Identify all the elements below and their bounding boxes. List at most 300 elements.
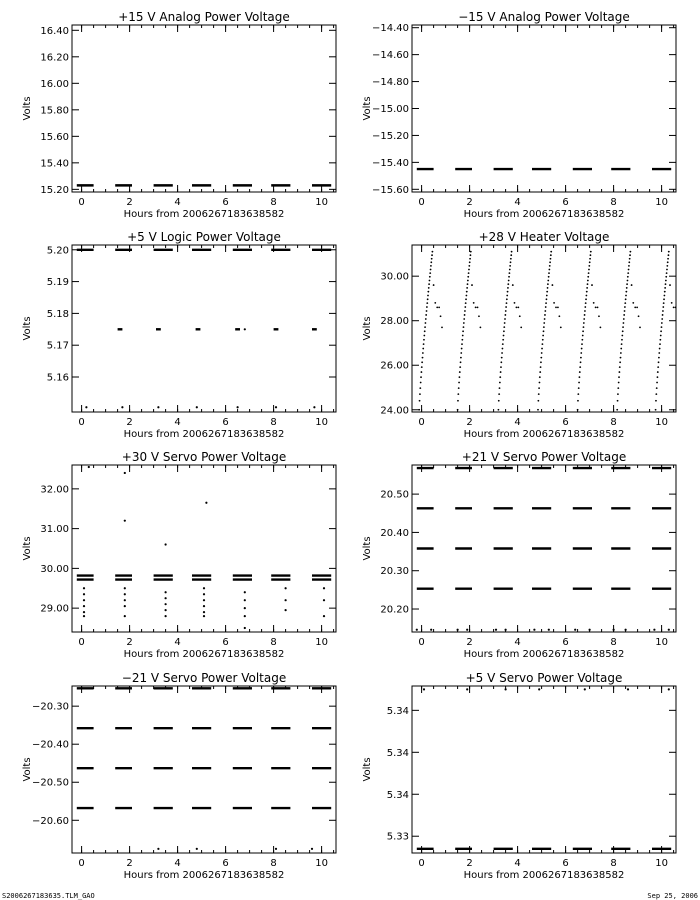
data-point	[631, 284, 633, 286]
data-point	[420, 382, 422, 384]
data-point	[237, 406, 239, 408]
data-point	[504, 318, 506, 320]
data-point	[583, 322, 585, 324]
data-point	[519, 315, 521, 317]
data-point	[583, 326, 585, 328]
y-axis-label: Volts	[22, 757, 33, 782]
y-tick-label: −20.40	[31, 739, 69, 751]
data-point	[673, 306, 675, 308]
data-point	[587, 283, 589, 285]
data-point	[285, 599, 287, 601]
data-point	[458, 387, 460, 389]
data-point	[621, 335, 623, 337]
plot-frame	[72, 25, 336, 192]
x-axis-label: Hours from 2006267183638582	[123, 870, 285, 881]
data-point	[624, 310, 626, 312]
data-point	[425, 318, 427, 320]
data-point	[590, 254, 592, 256]
data-point	[537, 400, 539, 402]
data-point	[638, 315, 640, 317]
data-point	[438, 306, 440, 308]
data-point	[503, 330, 505, 332]
data-point	[463, 318, 465, 320]
data-point	[581, 348, 583, 350]
data-point	[461, 348, 463, 350]
data-point	[520, 326, 522, 328]
chart-panel-3	[22, 230, 336, 440]
x-tick-label: 0	[78, 197, 85, 208]
x-axis-label: Hours from 2006267183638582	[123, 649, 285, 660]
data-point	[165, 543, 167, 545]
data-point	[588, 265, 590, 267]
data-point	[537, 409, 539, 411]
data-point	[538, 688, 540, 690]
data-point	[591, 284, 593, 286]
data-point	[500, 366, 502, 368]
data-point	[512, 284, 514, 286]
data-point	[541, 352, 543, 354]
data-point	[441, 326, 443, 328]
data-point	[613, 629, 615, 631]
x-tick-label: 0	[418, 637, 425, 648]
data-point	[629, 258, 631, 260]
chart-panel-1	[22, 10, 336, 220]
data-point	[663, 298, 665, 300]
data-point	[617, 393, 619, 395]
y-tick-label: 16.20	[40, 52, 69, 64]
data-point	[498, 409, 500, 411]
data-point	[504, 322, 506, 324]
data-point	[662, 310, 664, 312]
data-point	[558, 315, 560, 317]
plot-frame	[412, 245, 676, 412]
x-tick-label: 2	[466, 637, 473, 648]
chart-title: +5 V Servo Power Voltage	[465, 671, 623, 685]
data-point	[598, 315, 600, 317]
y-tick-label: 5.17	[46, 340, 69, 352]
data-point	[511, 251, 513, 253]
x-tick-label: 8	[610, 197, 617, 208]
data-point	[323, 599, 325, 601]
data-point	[458, 382, 460, 384]
data-point	[457, 400, 459, 402]
data-point	[539, 376, 541, 378]
x-tick-label: 0	[78, 417, 85, 428]
x-axis-label: Hours from 2006267183638582	[463, 870, 625, 881]
data-point	[427, 291, 429, 293]
data-point	[659, 343, 661, 345]
data-point	[427, 298, 429, 300]
data-point	[500, 371, 502, 373]
data-point	[203, 611, 205, 613]
data-point	[584, 688, 586, 690]
x-axis-label: Hours from 2006267183638582	[123, 429, 285, 440]
data-point	[428, 283, 430, 285]
data-point	[503, 335, 505, 337]
data-point	[196, 406, 198, 408]
data-point	[546, 291, 548, 293]
y-tick-label: 28.00	[380, 316, 409, 328]
data-point	[629, 254, 631, 256]
data-point	[203, 599, 205, 601]
data-point	[459, 366, 461, 368]
y-axis-label: Volts	[22, 316, 33, 341]
chart-title: +5 V Logic Power Voltage	[127, 230, 281, 244]
data-point	[667, 258, 669, 260]
x-tick-label: 6	[222, 637, 229, 648]
data-point	[620, 352, 622, 354]
data-point	[542, 335, 544, 337]
y-tick-label: 20.40	[380, 527, 409, 539]
x-axis-label: Hours from 2006267183638582	[123, 209, 285, 220]
data-point	[507, 291, 509, 293]
data-point	[545, 306, 547, 308]
data-point	[203, 593, 205, 595]
x-tick-label: 0	[418, 197, 425, 208]
data-point	[463, 322, 465, 324]
data-point	[589, 629, 591, 631]
data-point	[507, 287, 509, 289]
data-point	[203, 615, 205, 617]
data-point	[657, 376, 659, 378]
x-tick-label: 8	[610, 858, 617, 869]
data-point	[429, 272, 431, 274]
data-point	[83, 587, 85, 589]
data-point	[505, 629, 507, 631]
data-point	[548, 272, 550, 274]
data-point	[83, 599, 85, 601]
x-tick-label: 6	[222, 858, 229, 869]
data-point	[421, 366, 423, 368]
chart-title: −15 V Analog Power Voltage	[458, 10, 630, 24]
data-point	[244, 591, 246, 593]
data-point	[460, 361, 462, 363]
data-point	[83, 615, 85, 617]
data-point	[418, 409, 420, 411]
data-point	[165, 603, 167, 605]
chart-panel-7	[22, 671, 336, 881]
data-point	[618, 376, 620, 378]
data-point	[124, 599, 126, 601]
data-point	[657, 366, 659, 368]
x-tick-label: 4	[174, 417, 181, 428]
data-point	[428, 287, 430, 289]
data-point	[429, 276, 431, 278]
y-tick-label: 16.40	[40, 25, 69, 37]
chart-title: +15 V Analog Power Voltage	[118, 10, 290, 24]
y-tick-label: 5.34	[386, 705, 409, 717]
data-point	[622, 326, 624, 328]
data-point	[516, 306, 518, 308]
data-point	[543, 322, 545, 324]
data-point	[431, 254, 433, 256]
data-point	[419, 393, 421, 395]
chart-title: −21 V Servo Power Voltage	[121, 671, 287, 685]
data-point	[509, 272, 511, 274]
data-point	[157, 848, 159, 850]
data-point	[461, 339, 463, 341]
data-point	[285, 587, 287, 589]
data-point	[665, 276, 667, 278]
data-point	[423, 335, 425, 337]
data-point	[560, 326, 562, 328]
data-point	[460, 352, 462, 354]
data-point	[196, 848, 198, 850]
data-point	[285, 609, 287, 611]
data-point	[666, 272, 668, 274]
data-point	[665, 280, 667, 282]
data-point	[543, 326, 545, 328]
y-tick-label: 5.19	[46, 277, 69, 289]
data-point	[659, 339, 661, 341]
data-point	[538, 393, 540, 395]
data-point	[661, 318, 663, 320]
data-point	[668, 688, 670, 690]
data-point	[475, 306, 477, 308]
data-point	[655, 400, 657, 402]
y-tick-label: 30.00	[380, 271, 409, 283]
y-tick-label: −20.50	[31, 777, 69, 789]
data-point	[514, 302, 516, 304]
data-point	[478, 315, 480, 317]
data-point	[157, 406, 159, 408]
data-point	[540, 366, 542, 368]
data-point	[580, 361, 582, 363]
data-point	[469, 258, 471, 260]
data-point	[463, 326, 465, 328]
data-point	[124, 615, 126, 617]
data-point	[467, 283, 469, 285]
x-tick-label: 10	[315, 858, 328, 869]
data-point	[460, 357, 462, 359]
data-point	[506, 298, 508, 300]
x-tick-label: 8	[270, 858, 277, 869]
data-point	[466, 291, 468, 293]
chart-panel-6	[362, 450, 676, 660]
data-point	[468, 269, 470, 271]
x-tick-label: 0	[418, 417, 425, 428]
data-point	[540, 357, 542, 359]
data-point	[508, 280, 510, 282]
data-point	[550, 251, 552, 253]
data-point	[323, 587, 325, 589]
data-point	[542, 343, 544, 345]
x-tick-label: 4	[514, 417, 521, 428]
data-point	[465, 302, 467, 304]
y-tick-label: 24.00	[380, 405, 409, 417]
x-tick-label: 10	[655, 417, 668, 428]
data-point	[664, 287, 666, 289]
x-tick-label: 4	[174, 637, 181, 648]
data-point	[675, 306, 677, 308]
data-point	[661, 322, 663, 324]
data-point	[466, 287, 468, 289]
data-point	[426, 302, 428, 304]
data-point	[440, 315, 442, 317]
x-tick-label: 10	[655, 637, 668, 648]
data-point	[502, 339, 504, 341]
x-axis-label: Hours from 2006267183638582	[463, 649, 625, 660]
data-point	[624, 306, 626, 308]
y-tick-label: 32.00	[40, 484, 69, 496]
data-point	[424, 326, 426, 328]
y-tick-label: 20.30	[380, 566, 409, 578]
data-point	[667, 261, 669, 263]
data-point	[616, 409, 618, 411]
data-point	[517, 306, 519, 308]
y-tick-label: 16.00	[40, 78, 69, 90]
data-point	[617, 400, 619, 402]
data-point	[275, 848, 277, 850]
y-tick-label: −15.40	[371, 157, 409, 169]
data-point	[544, 310, 546, 312]
chart-panel-4	[362, 230, 676, 440]
data-point	[587, 280, 589, 282]
x-tick-label: 4	[514, 197, 521, 208]
data-point	[426, 306, 428, 308]
data-point	[323, 615, 325, 617]
data-point	[662, 314, 664, 316]
data-point	[244, 599, 246, 601]
y-tick-label: −15.00	[371, 104, 409, 115]
data-point	[546, 295, 548, 297]
data-point	[505, 310, 507, 312]
data-point	[628, 261, 630, 263]
data-point	[668, 254, 670, 256]
data-point	[509, 269, 511, 271]
data-point	[423, 343, 425, 345]
y-tick-label: 31.00	[40, 524, 69, 536]
data-point	[464, 306, 466, 308]
data-point	[623, 318, 625, 320]
data-point	[422, 352, 424, 354]
data-point	[626, 287, 628, 289]
data-point	[580, 352, 582, 354]
data-point	[656, 382, 658, 384]
y-tick-label: 5.20	[46, 245, 69, 257]
x-tick-label: 6	[562, 858, 569, 869]
footer-source-label: S2006267183635.TLM_GAO	[2, 892, 95, 900]
data-point	[124, 520, 126, 522]
y-tick-label: 5.18	[46, 308, 69, 320]
data-point	[433, 284, 435, 286]
data-point	[85, 406, 87, 408]
x-tick-label: 10	[655, 858, 668, 869]
data-point	[655, 393, 657, 395]
data-point	[244, 328, 246, 330]
data-point	[589, 261, 591, 263]
data-point	[623, 322, 625, 324]
data-point	[457, 409, 459, 411]
y-tick-label: 30.00	[40, 563, 69, 575]
data-point	[663, 302, 665, 304]
data-point	[548, 269, 550, 271]
data-point	[83, 611, 85, 613]
x-tick-label: 0	[78, 858, 85, 869]
plot-frame	[72, 686, 336, 853]
data-point	[656, 387, 658, 389]
data-point	[499, 382, 501, 384]
data-point	[124, 593, 126, 595]
data-point	[550, 258, 552, 260]
data-point	[501, 357, 503, 359]
data-point	[457, 629, 459, 631]
x-tick-label: 8	[610, 417, 617, 428]
data-point	[203, 605, 205, 607]
x-tick-label: 6	[562, 417, 569, 428]
data-point	[625, 298, 627, 300]
data-point	[555, 306, 557, 308]
data-point	[539, 382, 541, 384]
footer-date-label: Sep 25, 2006	[647, 892, 698, 900]
data-point	[547, 283, 549, 285]
x-tick-label: 4	[174, 858, 181, 869]
data-point	[423, 688, 425, 690]
x-tick-label: 10	[315, 197, 328, 208]
data-point	[431, 258, 433, 260]
data-point	[664, 295, 666, 297]
data-point	[627, 272, 629, 274]
data-point	[465, 298, 467, 300]
chart-title: +30 V Servo Power Voltage	[121, 450, 287, 464]
x-tick-label: 8	[270, 637, 277, 648]
data-point	[669, 284, 671, 286]
y-tick-label: 15.60	[40, 131, 69, 143]
y-axis-label: Volts	[362, 316, 373, 341]
data-point	[625, 629, 627, 631]
data-point	[581, 343, 583, 345]
data-point	[597, 306, 599, 308]
y-axis-label: Volts	[22, 536, 33, 561]
data-point	[547, 287, 549, 289]
data-point	[432, 251, 434, 253]
data-point	[636, 306, 638, 308]
data-point	[470, 254, 472, 256]
data-point	[508, 276, 510, 278]
data-point	[121, 406, 123, 408]
data-point	[468, 265, 470, 267]
data-point	[578, 387, 580, 389]
data-point	[461, 343, 463, 345]
data-point	[655, 409, 657, 411]
data-point	[671, 302, 673, 304]
y-tick-label: 20.20	[380, 604, 409, 616]
x-tick-label: 10	[315, 417, 328, 428]
y-tick-label: −20.30	[31, 701, 69, 713]
data-point	[664, 291, 666, 293]
x-tick-label: 2	[126, 197, 133, 208]
data-point	[632, 302, 634, 304]
data-point	[658, 357, 660, 359]
data-point	[539, 371, 541, 373]
data-point	[578, 382, 580, 384]
data-point	[586, 295, 588, 297]
data-point	[583, 318, 585, 320]
data-point	[421, 361, 423, 363]
data-point	[420, 376, 422, 378]
data-point	[203, 587, 205, 589]
data-point	[628, 269, 630, 271]
data-point	[419, 387, 421, 389]
data-point	[422, 348, 424, 350]
data-point	[124, 472, 126, 474]
data-point	[469, 261, 471, 263]
y-tick-label: −15.60	[371, 184, 409, 196]
data-point	[509, 265, 511, 267]
plot-frame	[412, 686, 676, 853]
x-tick-label: 2	[126, 858, 133, 869]
data-point	[422, 357, 424, 359]
